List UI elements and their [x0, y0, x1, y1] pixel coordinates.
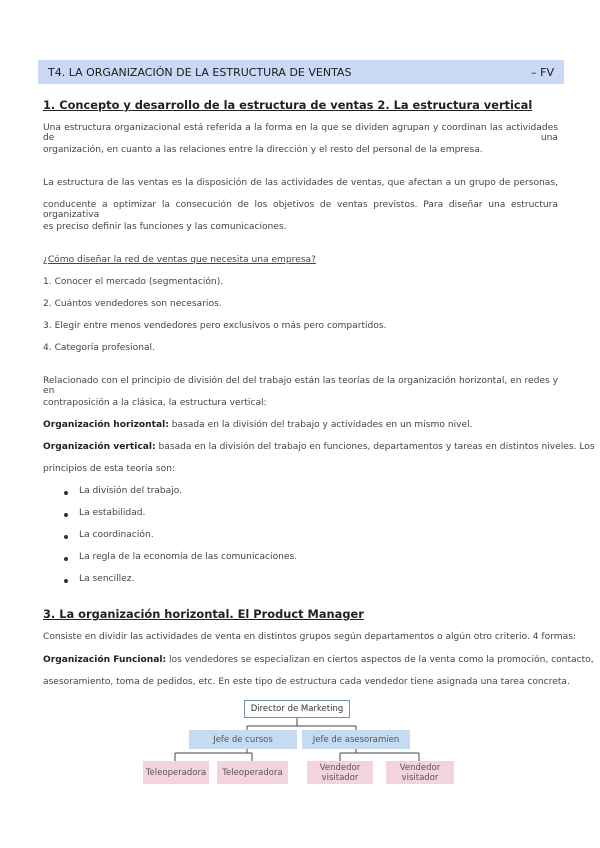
section3-heading: 3. La organización horizontal. El Product Manager: [43, 607, 364, 621]
paragraph-line: Relacionado con el principio de división del del trabajo están las teorías de la organización horizontal, en redes y en: [43, 376, 558, 396]
step-item: 2. Cuántos vendedores son necesarios.: [43, 299, 222, 309]
org-node-staff: Teleoperadora: [143, 761, 209, 784]
section1-heading: 1. Concepto y desarrollo de la estructura de ventas 2. La estructura vertical: [43, 98, 533, 112]
org-node-director: Director de Marketing: [244, 700, 350, 718]
header-title: T4. LA ORGANIZACIÓN DE LA ESTRUCTURA DE VENTAS: [48, 65, 352, 79]
vertical-label: Organización vertical:: [43, 442, 156, 452]
principle-item: La coordinación.: [79, 530, 154, 540]
paragraph-line: contraposición a la clásica, la estructura vertical:: [43, 398, 267, 408]
paragraph-line: asesoramiento, toma de pedidos, etc. En este tipo de estructura cada vendedor tiene asignada una tarea concreta.: [43, 677, 570, 687]
org-node-staff: Vendedor visitador: [386, 761, 454, 784]
step-item: 4. Categoría profesional.: [43, 343, 155, 353]
functional-label: Organización Funcional:: [43, 655, 167, 665]
principle-item: La sencillez.: [79, 574, 135, 584]
org-node-staff: Teleoperadora: [217, 761, 288, 784]
paragraph-line: Una estructura organizacional está referida a la forma en la que se dividen agrupan y coordinan las actividades de una: [43, 123, 558, 143]
paragraph-line: principios de esta teoría son:: [43, 464, 176, 474]
paragraph-line: Consiste en dividir las actividades de venta en distintos grupos según departamentos o algún otro criterio. 4 formas:: [43, 632, 577, 642]
paragraph-line: organización, en cuanto a las relaciones entre la dirección y el resto del personal de la empresa.: [43, 145, 483, 155]
org-node-manager: Jefe de cursos: [189, 730, 297, 749]
principle-item: La estabilidad.: [79, 508, 146, 518]
paragraph-line: La estructura de las ventas es la disposición de las actividades de ventas, que afectan a un grupo de personas,: [43, 178, 558, 188]
step-item: 1. Conocer el mercado (segmentación).: [43, 277, 224, 287]
step-item: 3. Elegir entre menos vendedores pero exclusivos o más pero compartidos.: [43, 321, 387, 331]
header-author: – FV: [531, 65, 554, 79]
principle-item: La división del trabajo.: [79, 486, 183, 496]
vertical-text: basada en la división del trabajo en funciones, departamentos y tareas en distintos niveles. Los: [155, 442, 595, 452]
org-node-manager: Jefe de asesoramien: [302, 730, 410, 749]
principle-item: La regla de la economía de las comunicaciones.: [79, 552, 298, 562]
question-line: ¿Cómo diseñar la red de ventas que necesita una empresa?: [43, 255, 316, 265]
horizontal-text: basada en la división del trabajo y actividades en un mismo nivel.: [168, 420, 473, 430]
paragraph-line: conducente a optimizar la consecución de los objetivos de ventas previstos. Para diseñar una estructura organizativa: [43, 200, 558, 220]
horizontal-label: Organización horizontal:: [43, 420, 169, 430]
org-node-staff: Vendedor visitador: [307, 761, 373, 784]
functional-text: los vendedores se especializan en ciertos aspectos de la venta como la promoción, contacto,: [166, 655, 594, 665]
paragraph-line: es preciso definir las funciones y las comunicaciones.: [43, 222, 287, 232]
